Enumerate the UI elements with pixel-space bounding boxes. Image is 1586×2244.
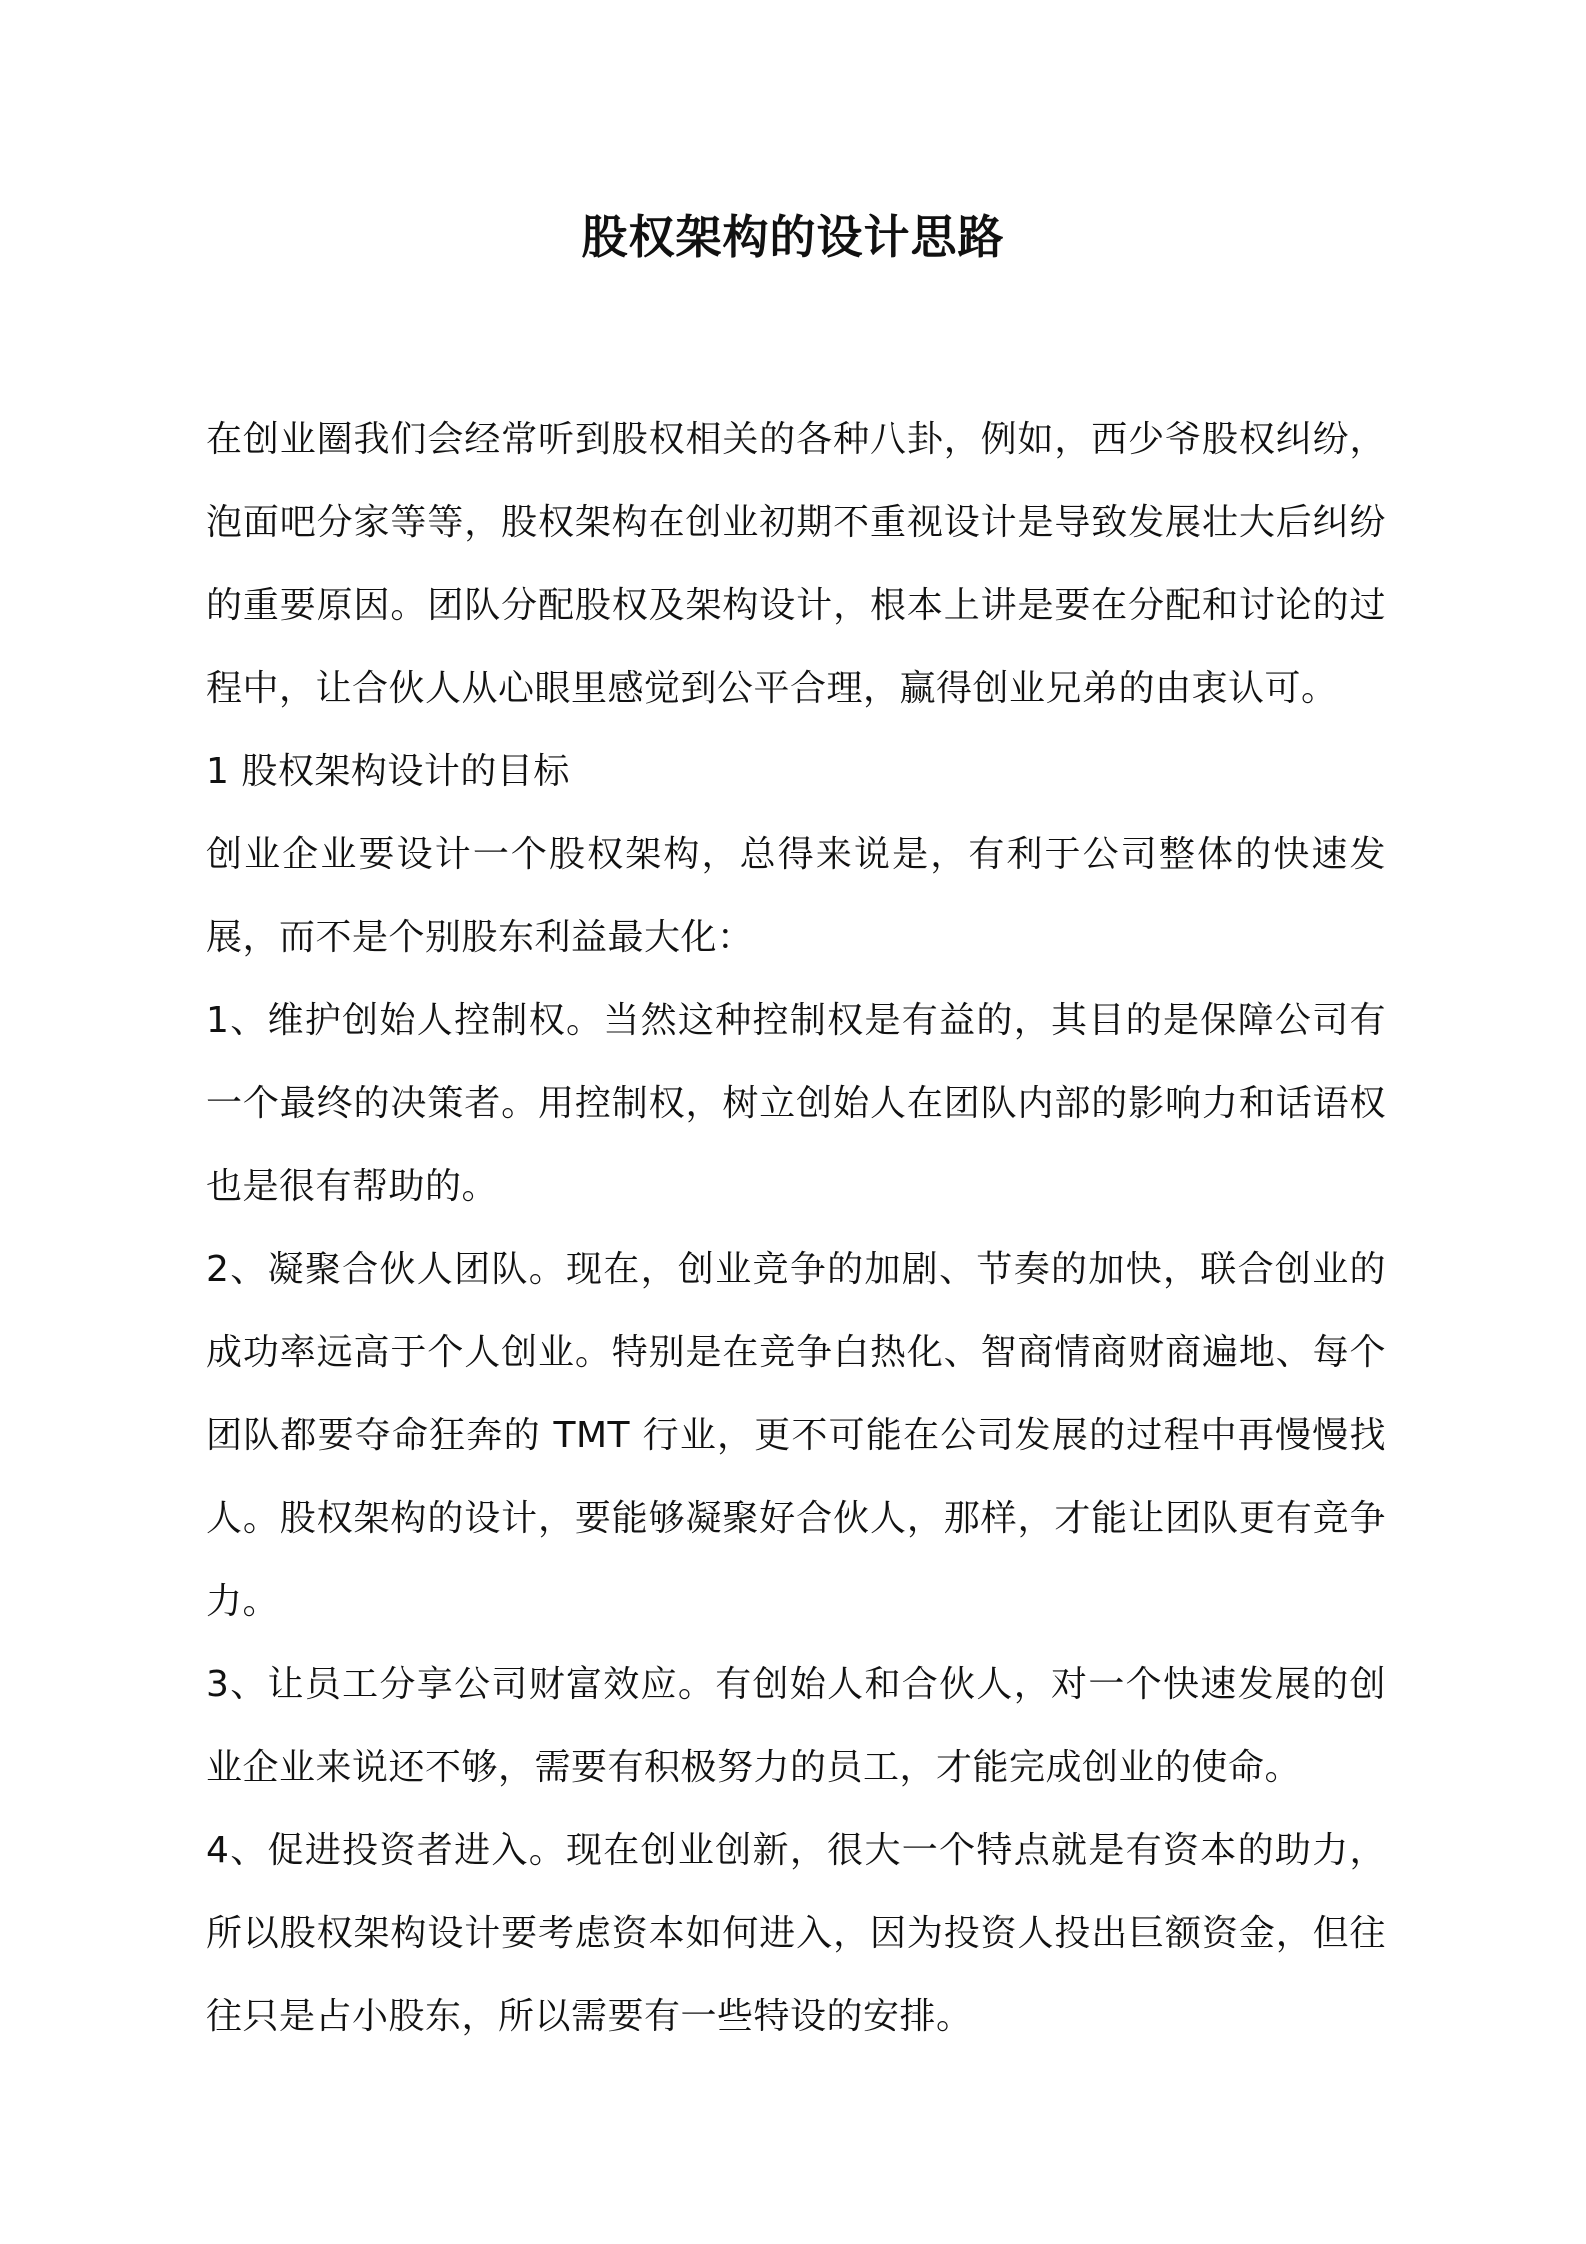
- goal-item-3: 3、让员工分享公司财富效应。有创始人和合伙人，对一个快速发展的创业企业来说还不够，需要有积极努力的员工，才能完成创业的使命。: [206, 1664, 1386, 1788]
- section-heading-goals: 1 股权架构设计的目标: [206, 751, 570, 792]
- goal-item-4: 4、促进投资者进入。现在创业创新，很大一个特点就是有资本的助力，所以股权架构设计要考虑资本如何进入，因为投资人投出巨额资金，但往往只是占小股东，所以需要有一些特设的安排。: [206, 1830, 1386, 2037]
- goal-item-2: 2、凝聚合伙人团队。现在，创业竞争的加剧、节奏的加快，联合创业的成功率远高于个人创业。特别是在竞争白热化、智商情商财商遍地、每个团队都要夺命狂奔的 TMT 行业，更不可能在公司发展的过程中再慢慢找人。股权架构的设计，要能够凝聚好合伙人，那样，才能让团队更有竞争力。: [206, 1249, 1386, 1622]
- goal-item-1: 1、维护创始人控制权。当然这种控制权是有益的，其目的是保障公司有一个最终的决策者。用控制权，树立创始人在团队内部的影响力和话语权也是很有帮助的。: [206, 1000, 1386, 1207]
- document-body: [206, 398, 1386, 2058]
- document-title: 股权架构的设计思路: [581, 210, 1005, 264]
- goals-summary-paragraph: 创业企业要设计一个股权架构，总得来说是，有利于公司整体的快速发展，而不是个别股东利益最大化：: [206, 834, 1386, 958]
- intro-paragraph: 在创业圈我们会经常听到股权相关的各种八卦，例如，西少爷股权纠纷，泡面吧分家等等，股权架构在创业初期不重视设计是导致发展壮大后纠纷的重要原因。团队分配股权及架构设计，根本上讲是要在分配和讨论的过程中，让合伙人从心眼里感觉到公平合理，赢得创业兄弟的由衷认可。: [206, 419, 1386, 709]
